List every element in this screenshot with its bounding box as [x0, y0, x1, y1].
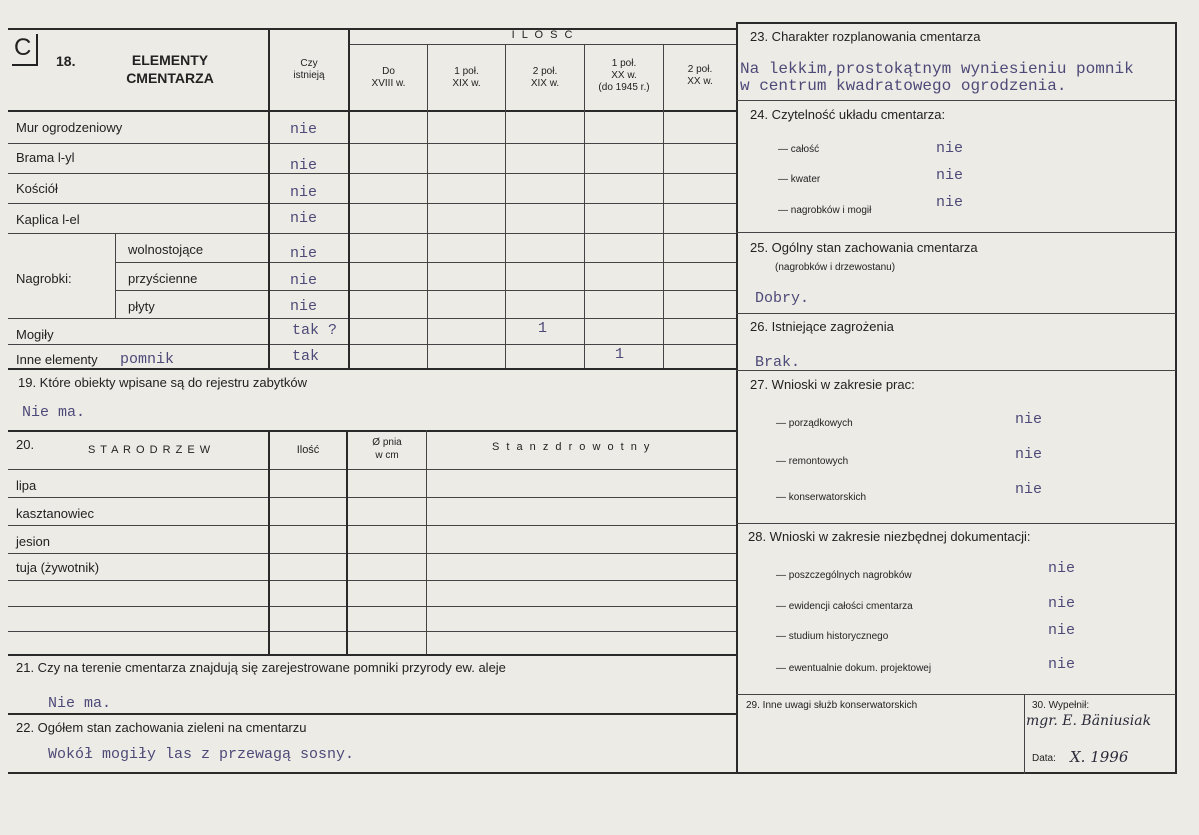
header-czy: Czy [300, 58, 318, 69]
q25-label: 25. Ogólny stan zachowania cmentarza [750, 240, 978, 255]
rule [350, 44, 736, 45]
row-count-inne: 1 [615, 346, 625, 363]
q30-date-label: Data: [1032, 753, 1056, 764]
nagrobki-label: Nagrobki: [16, 271, 72, 286]
rule [736, 313, 1176, 314]
tree-lipa: lipa [16, 478, 37, 493]
header-ilosc: I L O Ś Ć [511, 29, 575, 41]
row-label-brama: Brama l-yl [16, 150, 75, 165]
period-4-line1: 1 poł. [611, 58, 637, 69]
section-title-line2: CMENTARZA [126, 70, 214, 86]
q28-value-studium: nie [1048, 622, 1076, 639]
tree-kasztanowiec: kasztanowiec [16, 506, 95, 521]
q30-name: mgr. E. Bäniusiak [1026, 713, 1152, 729]
rule [8, 430, 736, 432]
row-label-mogily: Mogiły [16, 327, 54, 342]
section-letter: C [14, 34, 32, 61]
q24-value-calosc: nie [936, 140, 964, 157]
q22-label: 22. Ogółem stan zachowania zieleni na cmentarzu [16, 720, 307, 735]
period-2-line1: 1 poł. [454, 66, 479, 77]
row-label-mur: Mur ogrodzeniowy [16, 120, 123, 135]
row-value-mur: nie [290, 121, 318, 138]
row-value-przyscienne: nie [290, 272, 318, 289]
rule [268, 430, 270, 654]
row-value-wolnostojace: nie [290, 245, 318, 262]
period-1-line2: XVIII w. [371, 78, 406, 89]
rule [736, 100, 1176, 101]
rule [505, 44, 506, 368]
q19-answer: Nie ma. [22, 404, 86, 421]
header-istnieja: istnieją [293, 70, 325, 81]
rule [663, 44, 664, 368]
q27-value-porzadkowych: nie [1015, 411, 1043, 428]
q24-item-kwater: — kwater [778, 174, 821, 185]
rule [8, 553, 736, 554]
rule [8, 606, 736, 607]
q27-item-porzadkowych: — porządkowych [776, 418, 853, 429]
rule [8, 233, 736, 234]
q25-answer: Dobry. [755, 290, 810, 307]
rule [736, 523, 1176, 524]
rule [8, 110, 736, 112]
q28-item-nagrobkow: — poszczególnych nagrobków [776, 570, 912, 581]
row-value-brama: nie [290, 157, 318, 174]
q28-value-ewidencji: nie [1048, 595, 1076, 612]
rule [1024, 694, 1025, 774]
rule [8, 368, 736, 370]
rule [736, 370, 1176, 371]
rule [8, 525, 736, 526]
row-value-plyty: nie [290, 298, 318, 315]
rule [8, 580, 736, 581]
q22-answer: Wokół mogiły las z przewagą sosny. [48, 746, 355, 763]
q24-value-nagrobkow: nie [936, 194, 964, 211]
q26-label: 26. Istniejące zagrożenia [750, 319, 894, 334]
rule [8, 469, 736, 470]
q23-answer-line2: w centrum kwadratowego ogrodzenia. [740, 77, 1067, 95]
rule [1175, 22, 1177, 774]
rule [115, 290, 736, 291]
row-extra-inne: pomnik [120, 351, 175, 368]
q28-item-ewidencji: — ewidencji całości cmentarza [776, 601, 913, 612]
q24-item-nagrobkow: — nagrobków i mogił [778, 205, 872, 216]
q28-value-nagrobkow: nie [1048, 560, 1076, 577]
rule [427, 44, 428, 368]
q20-pnia-line1: Ø pnia [372, 437, 402, 448]
q26-answer: Brak. [755, 354, 801, 371]
q23-label: 23. Charakter rozplanowania cmentarza [750, 29, 981, 44]
tree-tuja: tuja (żywotnik) [16, 560, 100, 575]
row-label-kaplica: Kaplica l-el [16, 212, 80, 227]
row-label-inne: Inne elementy [16, 352, 98, 367]
period-4-line2: XX w. [611, 70, 637, 81]
q28-label: 28. Wnioski w zakresie niezbędnej dokumentacji: [748, 529, 1031, 544]
rule [8, 713, 736, 715]
q20-stan: S t a n z d r o w o t n y [492, 441, 652, 453]
rule [8, 143, 736, 144]
q27-value-remontowych: nie [1015, 446, 1043, 463]
q30-date: X. 1996 [1070, 748, 1129, 766]
q20-number: 20. [16, 437, 35, 452]
rule [8, 173, 736, 174]
rule [8, 318, 736, 319]
q20-pnia-line2: w cm [375, 450, 399, 461]
row-label-wolnostojace: wolnostojące [128, 242, 204, 257]
rule [346, 430, 348, 654]
rule [736, 694, 1176, 695]
q20-ilosc: Ilość [296, 444, 320, 456]
q23-answer-line1: Na lekkim,prostokątnym wyniesieniu pomnik [740, 60, 1134, 78]
row-value-kaplica: nie [290, 210, 318, 227]
rule [8, 631, 736, 632]
q28-item-projektowej: — ewentualnie dokum. projektowej [776, 663, 932, 674]
row-value-inne: tak [292, 348, 320, 365]
row-value-mogily: tak ? [292, 322, 338, 339]
q24-value-kwater: nie [936, 167, 964, 184]
row-label-plyty: płyty [128, 299, 155, 314]
rule [8, 344, 736, 345]
period-3-line2: XIX w. [530, 78, 560, 89]
q28-value-projektowej: nie [1048, 656, 1076, 673]
period-4-line3: (do 1945 r.) [598, 82, 650, 93]
row-value-kosciol: nie [290, 184, 318, 201]
rule [736, 22, 1176, 24]
rule [426, 430, 427, 654]
period-3-line1: 2 poł. [532, 66, 558, 77]
period-5-line1: 2 poł. [687, 64, 713, 75]
rule [736, 22, 738, 774]
section-title-line1: ELEMENTY [131, 52, 209, 68]
q27-value-konserwatorskich: nie [1015, 481, 1043, 498]
row-label-przyscienne: przyścienne [128, 271, 198, 286]
q21-answer: Nie ma. [48, 695, 112, 712]
rule [115, 262, 736, 263]
q25-sub: (nagrobków i drzewostanu) [775, 262, 896, 273]
q20-title: S T A R O D R Z E W [88, 444, 212, 456]
rule [736, 232, 1176, 233]
q24-label: 24. Czytelność układu cmentarza: [750, 107, 946, 122]
q29-label: 29. Inne uwagi służb konserwatorskich [746, 700, 918, 711]
rule [8, 203, 736, 204]
q24-item-calosc: — całość [778, 144, 820, 155]
rule [8, 772, 1176, 774]
period-1-line1: Do [382, 66, 395, 77]
q30-label: 30. Wypełnił: [1032, 700, 1090, 711]
q28-item-studium: — studium historycznego [776, 631, 889, 642]
q27-item-konserwatorskich: — konserwatorskich [776, 492, 867, 503]
q27-label: 27. Wnioski w zakresie prac: [750, 377, 915, 392]
rule [8, 497, 736, 498]
q19-label: 19. Które obiekty wpisane są do rejestru zabytków [18, 375, 308, 390]
period-2-line2: XIX w. [452, 78, 481, 89]
section-number: 18. [56, 53, 76, 69]
row-label-kosciol: Kościół [16, 181, 58, 196]
q21-label: 21. Czy na terenie cmentarza znajdują się zarejestrowane pomniki przyrody ew. aleje [16, 660, 506, 675]
row-count-mogily: 1 [538, 320, 548, 337]
rule [8, 654, 736, 656]
tree-jesion: jesion [16, 534, 50, 549]
rule [115, 233, 116, 318]
period-5-line2: XX w. [687, 76, 713, 87]
q27-item-remontowych: — remontowych [776, 456, 849, 467]
